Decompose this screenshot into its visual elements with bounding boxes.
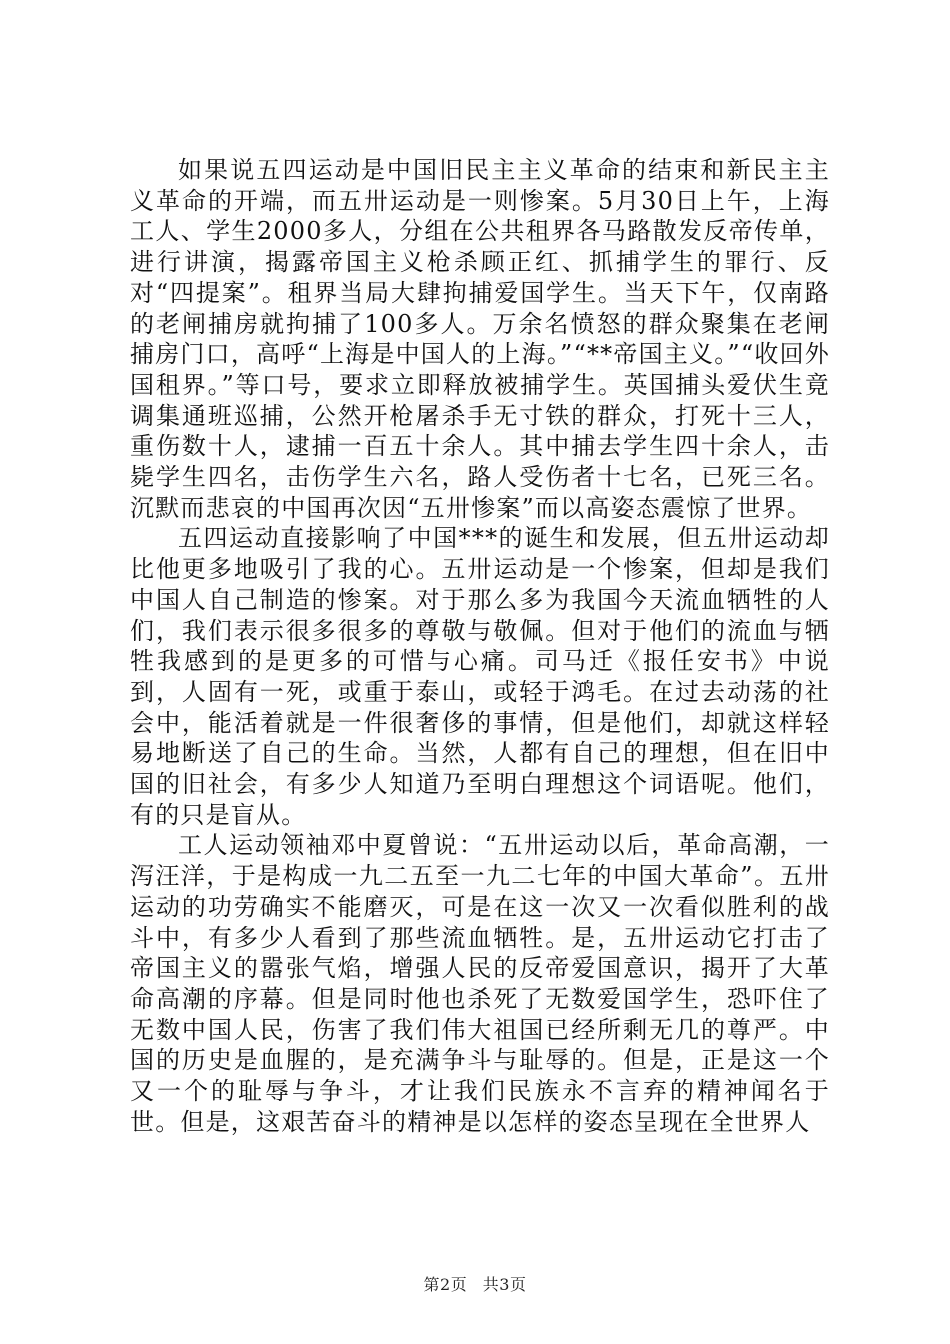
page-footer [0, 1272, 950, 1295]
page-total: 共3页 [482, 1275, 527, 1294]
paragraph-2: 五四运动直接影响了中国***的诞生和发展，但五卅运动却比他更多地吸引了我的心。五卅运动是一个惨案，但却是我们中国人自己制造的惨案。对于那么多为我国今天流血牺牲的人们，我们表示很多很多的尊敬与敬佩。但对于他们的流血与牺牲我感到的是更多的可惜与心痛。司马迁《报任安书》中说到，人固有一死，或重于泰山，或轻于鸿毛。在过去动荡的社会中，能活着就是一件很奢侈的事情，但是他们，却就这样轻易地断送了自己的生命。当然，人都有自己的理想，但在旧中国的旧社会，有多少人知道乃至明白理想这个词语呢。他们，有的只是盲从。 [130, 524, 830, 829]
paragraph-3: 工人运动领袖邓中夏曾说：“五卅运动以后，革命高潮，一泻汪洋，于是构成一九二五至一九二七年的中国大革命”。五卅运动的功劳确实不能磨灭，可是在这一次又一次看似胜利的战斗中，有多少人看到了那些流血牺牲。是，五卅运动它打击了帝国主义的嚣张气焰，增强人民的反帝爱国意识，揭开了大革命高潮的序幕。但是同时他也杀死了无数爱国学生，恐吓住了无数中国人民，伤害了我们伟大祖国已经所剩无几的尊严。中国的历史是血腥的，是充满争斗与耻辱的。但是，正是这一个又一个的耻辱与争斗，才让我们民族永不言弃的精神闻名于世。但是，这艰苦奋斗的精神是以怎样的姿态呈现在全世界人 [130, 831, 830, 1136]
document-body [130, 155, 830, 1138]
page-number: 第2页 [423, 1275, 468, 1294]
paragraph-1: 如果说五四运动是中国旧民主主义革命的结束和新民主主义革命的开端，而五卅运动是一则惨案。5月30日上午，上海工人、学生2000多人，分组在公共租界各马路散发反帝传单，进行讲演，揭露帝国主义枪杀顾正红、抓捕学生的罪行、反对“四提案”。租界当局大肆拘捕爱国学生。当天下午，仅南路的老闸捕房就拘捕了100多人。万余名愤怒的群众聚集在老闸捕房门口，高呼“上海是中国人的上海。”“**帝国主义。”“收回外国租界。”等口号，要求立即释放被捕学生。英国捕头爱伏生竟调集通班巡捕，公然开枪屠杀手无寸铁的群众，打死十三人，重伤数十人，逮捕一百五十余人。其中捕去学生四十余人，击毙学生四名，击伤学生六名，路人受伤者十七名，已死三名。沉默而悲哀的中国再次因“五卅惨案”而以高姿态震惊了世界。 [130, 156, 830, 522]
